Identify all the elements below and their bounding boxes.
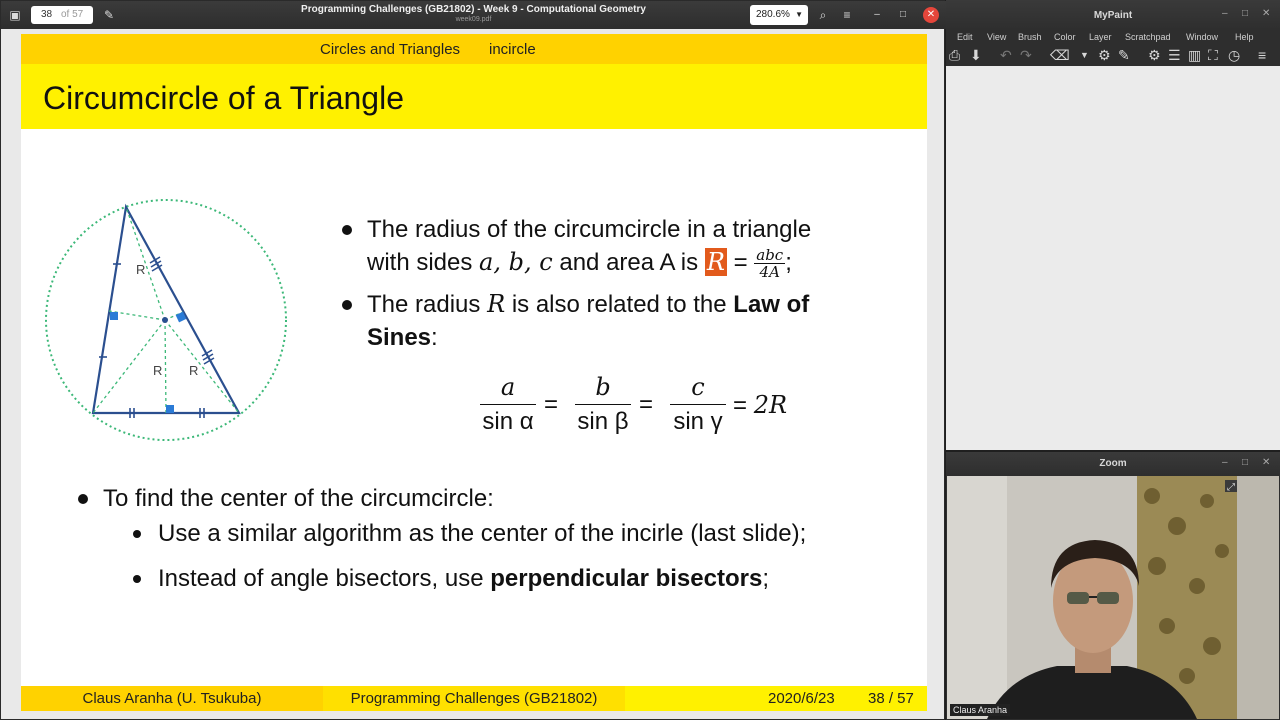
menu-color[interactable]: Color — [1054, 32, 1076, 42]
law-of-sines-equation — [476, 372, 816, 447]
brush-icon[interactable]: ✎ — [1118, 47, 1130, 63]
page-current: 38 — [41, 9, 53, 20]
law-of-sines-bold: Law of — [733, 291, 810, 318]
formula-fraction — [754, 247, 785, 280]
fraction-b — [575, 372, 631, 435]
bullet-find-center: To find the center of the circumcircle: — [103, 485, 494, 512]
mypaint-window — [946, 0, 1280, 450]
bullet2-text: is also related to the — [511, 291, 727, 318]
undo-icon[interactable]: ↶ — [1000, 47, 1012, 63]
trash-icon[interactable]: ▥ — [1188, 47, 1202, 63]
radius-label: R — [136, 262, 146, 277]
maximize-icon[interactable]: □ — [1242, 8, 1249, 19]
zoom-titlebar — [946, 452, 1280, 476]
mypaint-menubar — [946, 30, 1280, 44]
radius-label: R — [189, 363, 199, 378]
slide-nav-bar — [21, 34, 927, 64]
right-angle-mark — [166, 405, 174, 413]
maximize-icon[interactable]: □ — [899, 9, 907, 20]
fraction-c — [670, 372, 726, 435]
chevron-down-icon[interactable]: ▼ — [1080, 50, 1089, 60]
slide-title: Circumcircle of a Triangle — [43, 80, 404, 116]
menu-scratchpad[interactable]: Scratchpad — [1125, 32, 1171, 42]
sub2-text: Instead of angle bisectors, use — [158, 565, 484, 592]
file-name: week09.pdf — [455, 16, 492, 23]
participant-name: Claus Aranha — [950, 704, 1010, 716]
gear-icon[interactable]: ⚙ — [1148, 47, 1161, 63]
equation-rhs — [733, 391, 787, 420]
punctuation: ; — [762, 565, 769, 592]
bullet-marker — [78, 494, 88, 504]
menu-layer[interactable]: Layer — [1089, 32, 1112, 42]
bullet-marker — [342, 300, 352, 310]
mypaint-title: MyPaint — [1093, 10, 1133, 21]
list-icon[interactable]: ☰ — [1168, 47, 1181, 63]
page-total: of 57 — [61, 9, 84, 20]
nav-subsection[interactable]: incircle — [489, 41, 536, 58]
fullscreen-icon[interactable]: ⛶ — [1208, 47, 1218, 63]
punctuation: ; — [785, 249, 792, 276]
sub-bullet-marker — [133, 575, 141, 583]
equals-sign: = — [733, 392, 748, 419]
sub-bullet-algorithm: Use a similar algorithm as the center of the incirle (last slide); — [158, 520, 807, 547]
bullet-marker — [342, 225, 352, 235]
minimize-icon[interactable]: – — [1222, 457, 1228, 468]
zoom-select[interactable] — [750, 5, 808, 25]
rhs-2R: 2R — [753, 391, 788, 419]
slide-page — [21, 34, 927, 711]
footer-author: Claus Aranha (U. Tsukuba) — [21, 686, 323, 711]
fraction-denominator: 4A — [759, 263, 780, 282]
menu-help[interactable]: Help — [1235, 32, 1254, 42]
fraction-denominator: sin γ — [673, 408, 723, 435]
footer-course: Programming Challenges (GB21802) — [323, 686, 625, 711]
minimize-icon[interactable]: – — [1222, 8, 1228, 19]
equals-sign: = — [544, 391, 559, 418]
menu-icon[interactable]: ≡ — [843, 8, 851, 22]
perpendicular-bisectors-bold: perpendicular bisectors — [490, 565, 763, 592]
window-title: Programming Challenges (GB21802) - Week 9 - Computational Geometry — [301, 4, 646, 15]
fraction-numerator: abc — [756, 246, 784, 265]
webcam-video — [947, 476, 1279, 719]
equals-sign: = — [733, 249, 748, 276]
menu-brush[interactable]: Brush — [1018, 32, 1042, 42]
open-file-icon[interactable]: ⎙ — [949, 47, 961, 63]
sub-bullet-perpendicular — [158, 562, 769, 595]
circumcenter-point — [162, 317, 168, 323]
page-number-field[interactable] — [31, 6, 93, 24]
sides-vars: a, b, c — [479, 248, 553, 276]
menu-view[interactable]: View — [987, 32, 1007, 42]
menu-icon[interactable]: ≡ — [1258, 47, 1267, 63]
bullet2-text: The radius — [367, 291, 481, 318]
save-icon[interactable]: ⬇ — [970, 47, 982, 63]
circumcircle-diagram — [43, 194, 315, 446]
minimize-icon[interactable]: – — [874, 9, 880, 20]
menu-edit[interactable]: Edit — [957, 32, 973, 42]
sub-bullet-marker — [133, 530, 141, 538]
bullet-circumradius — [367, 213, 811, 280]
fraction-numerator: b — [595, 373, 611, 401]
bullet-law-of-sines — [367, 288, 809, 354]
brush-settings-icon[interactable]: ⚙ — [1098, 47, 1111, 63]
bullet1-text: with sides — [367, 249, 473, 276]
law-of-sines-bold: Sines — [367, 324, 432, 351]
fraction-numerator: c — [691, 373, 705, 401]
punctuation: : — [431, 324, 438, 351]
maximize-icon[interactable]: □ — [1242, 457, 1249, 468]
footer-date: 2020/6/23 — [768, 690, 835, 707]
fraction-a — [480, 372, 536, 435]
zoom-window — [946, 452, 1280, 720]
mypaint-titlebar — [946, 0, 1280, 30]
close-icon[interactable]: ✕ — [1262, 457, 1271, 468]
radius-label: R — [153, 363, 163, 378]
slide-footer — [21, 686, 927, 711]
eraser-icon[interactable]: ⌫ — [1050, 47, 1070, 63]
right-angle-mark — [110, 312, 118, 320]
close-icon[interactable]: ✕ — [923, 7, 939, 23]
viewer-titlebar — [1, 1, 946, 29]
var-R: R — [487, 290, 506, 318]
close-icon[interactable]: ✕ — [1262, 8, 1271, 19]
footer-page: 38 / 57 — [868, 690, 914, 707]
redo-icon[interactable]: ↷ — [1020, 47, 1032, 63]
equals-sign: = — [639, 391, 654, 418]
search-icon[interactable]: ⌕ — [819, 8, 827, 22]
bullet1-text: and area A is — [559, 249, 699, 276]
pencil-icon[interactable]: ✎ — [103, 8, 115, 22]
footer-right — [625, 686, 927, 711]
bullet1-line1: The radius of the circumcircle in a triangle — [367, 216, 812, 243]
fraction-numerator: a — [500, 373, 516, 401]
fraction-denominator: sin β — [577, 408, 629, 435]
zoom-title: Zoom — [1099, 458, 1127, 469]
menu-window[interactable]: Window — [1186, 32, 1219, 42]
fraction-denominator: sin α — [482, 408, 534, 435]
expand-icon[interactable]: ⤢ — [1227, 482, 1235, 493]
sidebar-toggle-icon[interactable]: ▣ — [9, 8, 21, 22]
highlighted-R: R — [706, 248, 725, 276]
chevron-down-icon: ▼ — [795, 10, 803, 19]
nav-section[interactable]: Circles and Triangles — [320, 41, 461, 58]
zoom-level: 280.6% — [756, 9, 790, 20]
mypaint-toolbar — [946, 44, 1280, 66]
radii — [93, 207, 239, 413]
clock-icon[interactable]: ◷ — [1228, 47, 1241, 63]
